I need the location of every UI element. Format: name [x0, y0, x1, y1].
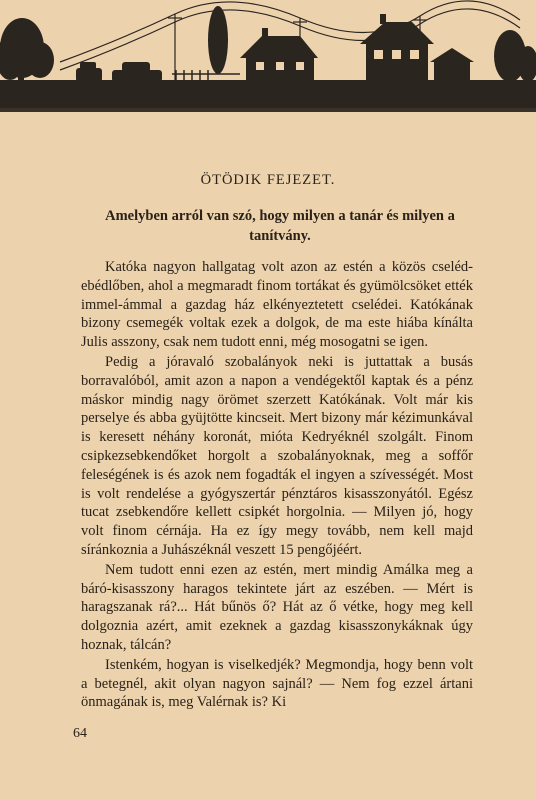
paragraph: Nem tudott enni ezen az estén, mert mindig Amálka meg a báró-kisasszony haragos tekintete járt az eszében. — Mért is haragszanak rá?... Hát bűnös ő? Hát az ő vétke, hogy meg kell dolgoznia azért, amit ezeknek a gazdag kisasszonykáknak úgy hoznak, tálcán?: [81, 561, 473, 653]
chapter-subtitle: Amelyben arról van szó, hogy milyen a tanár és milyen a tanítvány.: [105, 208, 455, 244]
page-number: 64: [73, 726, 87, 741]
paragraph: Pedig a jóravaló szobalányok neki is juttattak a busás borravalóból, amit azon a napon a vendégektől kaptak és a pénz máskor mindig nagy örömet szerzett Katókának. Volt már kis perselye és abba gyüjtötte kincseit. Mert bizony már kézimunkával is keresett néhány koronát, mióta Kedryéknél szolgált. Finom csipkezsebkendőket horgolt a szobalányoknak, meg a soffőr feleségének is és azok nem fogadták el ingyen a szívességét. Most is volt rendelése a gyógyszertár pénztáros kisasszonyától. Egész tucat zsebkendőre kellett csipkét horgolnia. — Milyen jó, hogy volt finom cérnája. Ha ez így megy tovább, nem kell majd síránkoznia a Juhászéknál veszett 15 pengőjéért.: [81, 353, 473, 558]
paragraph: Istenkém, hogyan is viselkedjék? Megmondja, hogy benn volt a betegnél, akit olyan nagyon sajnál? — Nem fog ezzel ártani önmagának is, meg Valérnak is? Ki: [81, 656, 473, 711]
paragraph: Katóka nagyon hallgatag volt azon az estén a közös cseléd-ebédlőben, ahol a megmaradt finom tortákat és gyümölcsöket ették immel-ámmal a gazdag ház elkényeztetett cselédei. Katókának bizony csemegék voltak ezek a dolgok, de ma este hiába kínálta Julis asszony, csak nem tudott enni, még mosogatni se igen.: [81, 259, 473, 351]
chapter-title: ÖTÖDIK FEJEZET.: [200, 172, 336, 188]
header-illustration: [0, 0, 536, 112]
body-text: [81, 258, 473, 713]
